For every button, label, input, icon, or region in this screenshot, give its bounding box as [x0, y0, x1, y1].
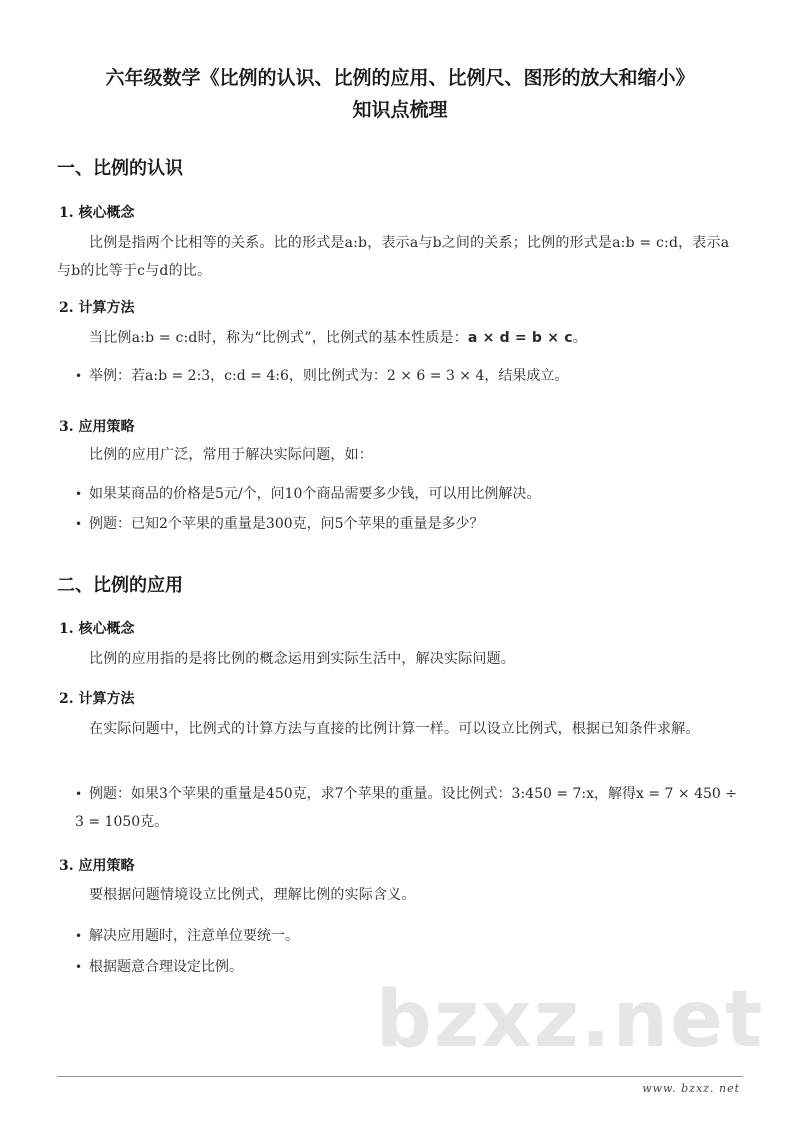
section-2-sub-1-text: 比例的应用指的是将比例的概念运用到实际生活中，解决实际问题。 [89, 651, 515, 667]
section-2-heading: 二、比例的应用 [57, 575, 183, 596]
list-item [75, 953, 743, 981]
section-1-sub-3-text: 比例的应用广泛，常用于解决实际问题，如： [89, 447, 373, 463]
list-item-text: 举例：若a:b = 2:3，c:d = 4:6，则比例式为：2 × 6 = 3 × 4，结果成立。 [89, 368, 569, 384]
document-title [57, 62, 743, 126]
section-2-sub-3-heading: 3. 应用策略 [59, 858, 135, 874]
title-line-2: 知识点梳理 [352, 99, 448, 121]
property-text: 当比例a:b = c:d时，称为“比例式”，比例式的基本性质是： [89, 330, 468, 346]
section-1-heading: 一、比例的认识 [57, 158, 183, 179]
section-2-sub-2-text: 在实际问题中，比例式的计算方法与直接的比例计算一样。可以设立比例式，根据已知条件求解。 [89, 721, 700, 737]
list-item-text: 如果某商品的价格是5元/个，问10个商品需要多少钱，可以用比例解决。 [89, 486, 541, 502]
section-2-sub-2-heading: 2. 计算方法 [59, 691, 135, 707]
section-2-sub-3-text: 要根据问题情境设立比例式，理解比例的实际含义。 [89, 887, 416, 903]
bullet-icon: • [75, 960, 83, 974]
section-1-sub-3-heading: 3. 应用策略 [59, 419, 135, 435]
section-1-sub-2-text [57, 324, 743, 352]
bullet-icon: • [75, 929, 83, 943]
list-item-text: 根据题意合理设定比例。 [89, 959, 243, 975]
property-formula: a × d = b × c [467, 330, 573, 346]
bullet-icon: • [75, 787, 83, 801]
list-item [75, 922, 743, 950]
section-1-sub-1-heading: 1. 核心概念 [59, 205, 135, 221]
watermark: bzxz.net [376, 975, 765, 1065]
list-item-text: 例题：已知2个苹果的重量是300克，问5个苹果的重量是多少？ [89, 516, 484, 532]
list-item-text: 解决应用题时，注意单位要统一。 [89, 928, 299, 944]
property-text-end: 。 [572, 330, 587, 346]
list-item [75, 780, 743, 836]
bullet-icon: • [75, 369, 83, 383]
list-item [75, 510, 743, 538]
section-1-sub-2-heading: 2. 计算方法 [59, 300, 135, 316]
title-line-1: 六年级数学《比例的认识、比例的应用、比例尺、图形的放大和缩小》 [105, 67, 695, 89]
list-item [75, 362, 743, 390]
section-2-sub-1-heading: 1. 核心概念 [59, 621, 135, 637]
bullet-icon: • [75, 487, 83, 501]
bullet-icon: • [75, 517, 83, 531]
section-1-sub-1-text: 比例是指两个比相等的关系。比的形式是a:b，表示a与b之间的关系；比例的形式是a:b = c:d，表示a与b的比等于c与d的比。 [57, 235, 730, 279]
list-item [75, 480, 743, 508]
footer-url[interactable]: www. bzxz. net [642, 1082, 740, 1095]
list-item-text: 例题：如果3个苹果的重量是450克，求7个苹果的重量。设比例式：3:450 = 7:x，解得x = 7 × 450 ÷ 3 = 1050克。 [75, 786, 737, 830]
footer-divider [57, 1076, 743, 1077]
